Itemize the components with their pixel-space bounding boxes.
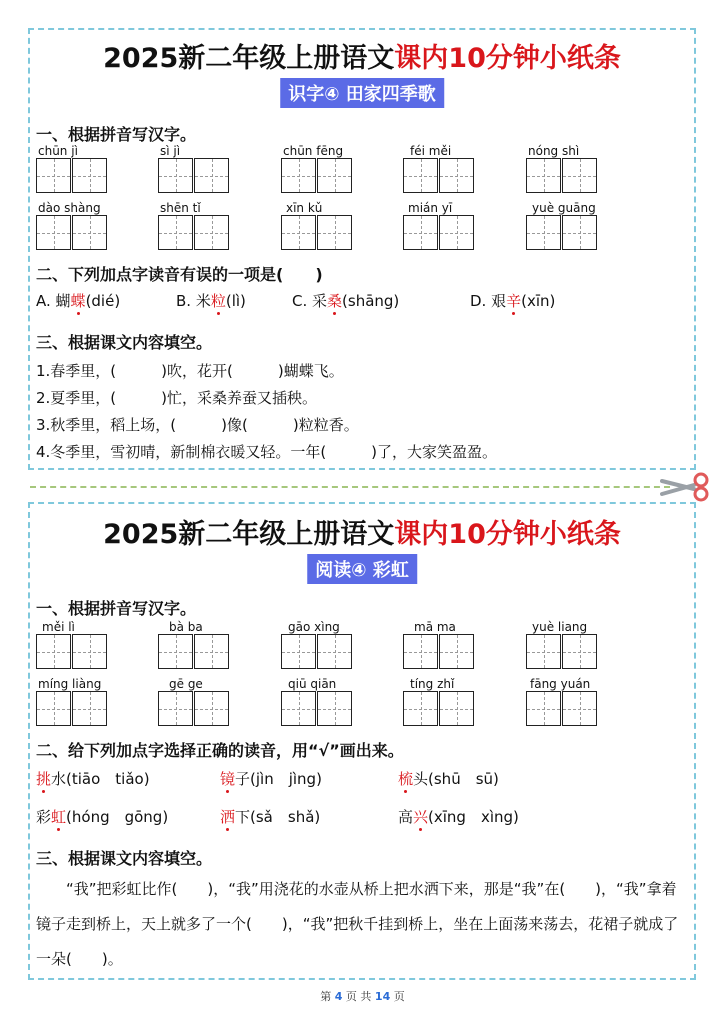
writing-box[interactable] xyxy=(526,158,561,193)
fill-blank-paragraph: “我”把彩虹比作( )，“我”用浇花的水壶从桥上把水洒下来，那是“我”在( )，“我”拿着镜子走到桥上，天上就多了一个( )，“我”把秋千挂到桥上，坐在上面荡来荡去，花裙子就成了一朵( )。 xyxy=(36,880,679,968)
section-heading: 一、根据拼音写汉字。 xyxy=(36,125,197,144)
pinyin-label: yuè guāng xyxy=(532,201,596,215)
writing-box[interactable] xyxy=(194,634,229,669)
section-heading: 一、根据拼音写汉字。 xyxy=(36,599,197,618)
scissors-icon xyxy=(660,472,714,502)
pinyin-label: fāng yuán xyxy=(530,677,591,691)
worksheet-title: 2025新二年级上册语文课内10分钟小纸条 xyxy=(103,43,621,74)
writing-box[interactable] xyxy=(439,691,474,726)
pinyin-label: nóng shì xyxy=(528,144,580,158)
answer-option[interactable]: A. 蝴蝶(dié) xyxy=(36,292,121,310)
pinyin-label: tíng zhǐ xyxy=(410,677,455,691)
pinyin-label: gē ge xyxy=(169,677,203,691)
fill-blank-line: 2.夏季里，( )忙，采桑养蚕又插秧。 xyxy=(36,389,318,407)
writing-box[interactable] xyxy=(36,691,71,726)
section-heading: 二、给下列加点字选择正确的读音，用“√”画出来。 xyxy=(36,741,404,760)
writing-box[interactable] xyxy=(281,158,316,193)
writing-box[interactable] xyxy=(439,158,474,193)
writing-box[interactable] xyxy=(158,634,193,669)
answer-option[interactable]: 彩虹(hóng gōng) xyxy=(36,808,169,826)
writing-box[interactable] xyxy=(72,158,107,193)
writing-box[interactable] xyxy=(194,691,229,726)
writing-box[interactable] xyxy=(158,158,193,193)
writing-box[interactable] xyxy=(72,691,107,726)
pinyin-label: qiū qiān xyxy=(288,677,337,691)
writing-box[interactable] xyxy=(36,158,71,193)
lesson-badge: 阅读④ 彩虹 xyxy=(307,554,417,584)
pinyin-label: míng liàng xyxy=(38,677,102,691)
answer-option[interactable]: B. 米粒(lì) xyxy=(176,292,246,310)
lesson-badge: 识字④ 田家四季歌 xyxy=(280,78,444,108)
answer-option[interactable]: D. 艰辛(xīn) xyxy=(470,292,556,310)
writing-box[interactable] xyxy=(158,691,193,726)
writing-box[interactable] xyxy=(72,215,107,250)
writing-box[interactable] xyxy=(281,215,316,250)
writing-box[interactable] xyxy=(403,691,438,726)
section-heading: 三、根据课文内容填空。 xyxy=(36,333,213,352)
page-footer: 第 4 页 共 14 页 xyxy=(320,990,405,1003)
writing-box[interactable] xyxy=(403,634,438,669)
pinyin-label: bà ba xyxy=(169,620,203,634)
answer-option[interactable]: 镜子(jìn jìng) xyxy=(220,770,322,788)
answer-option[interactable]: C. 采桑(shāng) xyxy=(292,292,400,310)
writing-box[interactable] xyxy=(281,691,316,726)
writing-box[interactable] xyxy=(36,634,71,669)
writing-box[interactable] xyxy=(439,634,474,669)
answer-option[interactable]: 洒下(sǎ shǎ) xyxy=(220,808,321,826)
pinyin-label: dào shàng xyxy=(38,201,101,215)
writing-box[interactable] xyxy=(562,215,597,250)
answer-option[interactable]: 挑水(tiāo tiǎo) xyxy=(36,770,150,788)
pinyin-label: sì jì xyxy=(160,144,181,158)
writing-box[interactable] xyxy=(526,691,561,726)
writing-box[interactable] xyxy=(562,158,597,193)
pinyin-label: chūn jì xyxy=(38,144,78,158)
pinyin-label: mā ma xyxy=(414,620,456,634)
writing-box[interactable] xyxy=(194,158,229,193)
writing-box[interactable] xyxy=(281,634,316,669)
pinyin-label: měi lì xyxy=(42,620,75,634)
writing-box[interactable] xyxy=(403,215,438,250)
fill-blank-line: 3.秋季里，稻上场，( )像( )粒粒香。 xyxy=(36,416,359,434)
writing-box[interactable] xyxy=(317,215,352,250)
pinyin-label: chūn fēng xyxy=(283,144,344,158)
writing-box[interactable] xyxy=(403,158,438,193)
fill-blank-line: 1.春季里，( )吹，花开( )蝴蝶飞。 xyxy=(36,362,344,380)
answer-option[interactable]: 高兴(xīng xìng) xyxy=(398,808,519,826)
section-heading: 三、根据课文内容填空。 xyxy=(36,849,213,868)
writing-box[interactable] xyxy=(526,634,561,669)
writing-box[interactable] xyxy=(72,634,107,669)
fill-blank-line: 4.冬季里，雪初晴，新制棉衣暖又轻。一年( )了，大家笑盈盈。 xyxy=(36,443,498,461)
pinyin-label: féi měi xyxy=(410,144,452,158)
writing-box[interactable] xyxy=(317,634,352,669)
pinyin-label: shēn tǐ xyxy=(160,201,201,215)
worksheet-title: 2025新二年级上册语文课内10分钟小纸条 xyxy=(103,519,621,550)
writing-box[interactable] xyxy=(562,634,597,669)
writing-box[interactable] xyxy=(194,215,229,250)
section-heading: 二、下列加点字读音有误的一项是( ) xyxy=(36,265,323,284)
pinyin-label: yuè liang xyxy=(532,620,588,634)
answer-option[interactable]: 梳头(shū sū) xyxy=(398,770,499,788)
writing-box[interactable] xyxy=(317,158,352,193)
writing-box[interactable] xyxy=(562,691,597,726)
pinyin-label: gāo xìng xyxy=(288,620,340,634)
writing-box[interactable] xyxy=(317,691,352,726)
writing-box[interactable] xyxy=(439,215,474,250)
worksheet-2 xyxy=(28,502,696,980)
worksheet-1 xyxy=(28,28,696,470)
writing-box[interactable] xyxy=(526,215,561,250)
pinyin-label: mián yī xyxy=(408,201,453,215)
pinyin-label: xīn kǔ xyxy=(286,201,323,215)
writing-box[interactable] xyxy=(158,215,193,250)
writing-box[interactable] xyxy=(36,215,71,250)
cut-line xyxy=(30,486,670,488)
